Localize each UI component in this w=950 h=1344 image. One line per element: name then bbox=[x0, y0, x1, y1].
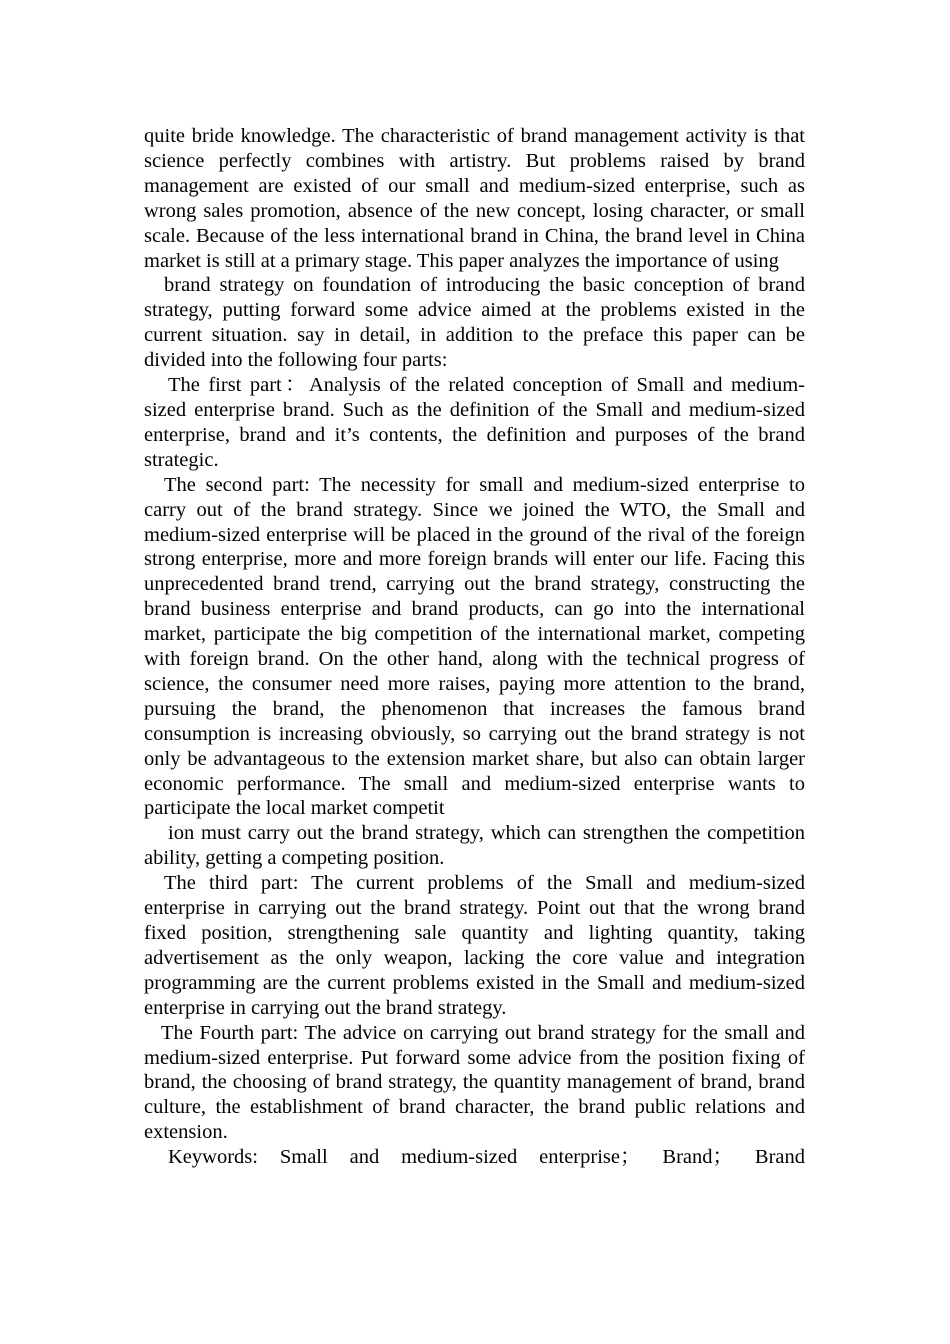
keywords-line: Keywords: Small and medium-sized enterprise； Brand； Brand bbox=[168, 1146, 805, 1169]
second-part-continuation: ion must carry out the brand strategy, which can strengthen the competition ability, getting a competing position. bbox=[144, 822, 805, 870]
second-part-paragraph: The second part: The necessity for small and medium-sized enterprise to carry out of the brand strategy. Since we joined the WTO, the Small and medium-sized enterprise will be placed in the ground of the rival of the foreign strong enterprise, more and more foreign brands will enter our life. Facing this unprecedented brand trend, carrying out the brand strategy, constructing the brand business enterprise and brand products, can go into the international market, participate the big competition of the international market, competing with foreign brand. On the other hand, along with the technical progress of science, the consumer need more raises, paying more attention to the brand, pursuing the brand, the phenomenon that increases the famous brand consumption is increasing obviously, so carrying out the brand strategy is not only be advantageous to the extension market share, but also can obtain larger economic performance. The small and medium-sized enterprise wants to participate the local market competit bbox=[144, 473, 805, 820]
document-page bbox=[144, 124, 805, 1170]
first-part-paragraph: The first part：Analysis of the related conception of Small and medium-sized enterprise brand. Such as the definition of the Small and medium-sized enterprise, brand and it’s contents, the definition and purposes of the brand strategic. bbox=[144, 374, 805, 471]
fourth-part-paragraph: The Fourth part: The advice on carrying out brand strategy for the small and medium-sized enterprise. Put forward some advice from the position fixing of brand, the choosing of brand strategy, the quantity management of brand, brand culture, the establishment of brand character, the brand public relations and extension. bbox=[144, 1021, 805, 1144]
abstract-paragraph-2: brand strategy on foundation of introducing the basic conception of brand strategy, putting forward some advice aimed at the problems existed in the current situation. say in detail, in addition to the preface this paper can be divided into the following four parts: bbox=[144, 274, 805, 372]
abstract-paragraph-1: quite bride knowledge. The characteristic of brand management activity is that science perfectly combines with artistry. But problems raised by brand management are existed of our small and medium-sized enterprise, such as wrong sales promotion, absence of the new concept, losing character, or small scale. Because of the less international brand in China, the brand level in China market is still at a primary stage. This paper analyzes the importance of using bbox=[144, 125, 805, 272]
third-part-paragraph: The third part: The current problems of the Small and medium-sized enterprise in carrying out the brand strategy. Point out that the wrong brand fixed position, strengthening sale quantity and lighting quantity, taking advertisement as the only weapon, lacking the core value and integration programming are the current problems existed in the Small and medium-sized enterprise in carrying out the brand strategy. bbox=[144, 872, 805, 1019]
